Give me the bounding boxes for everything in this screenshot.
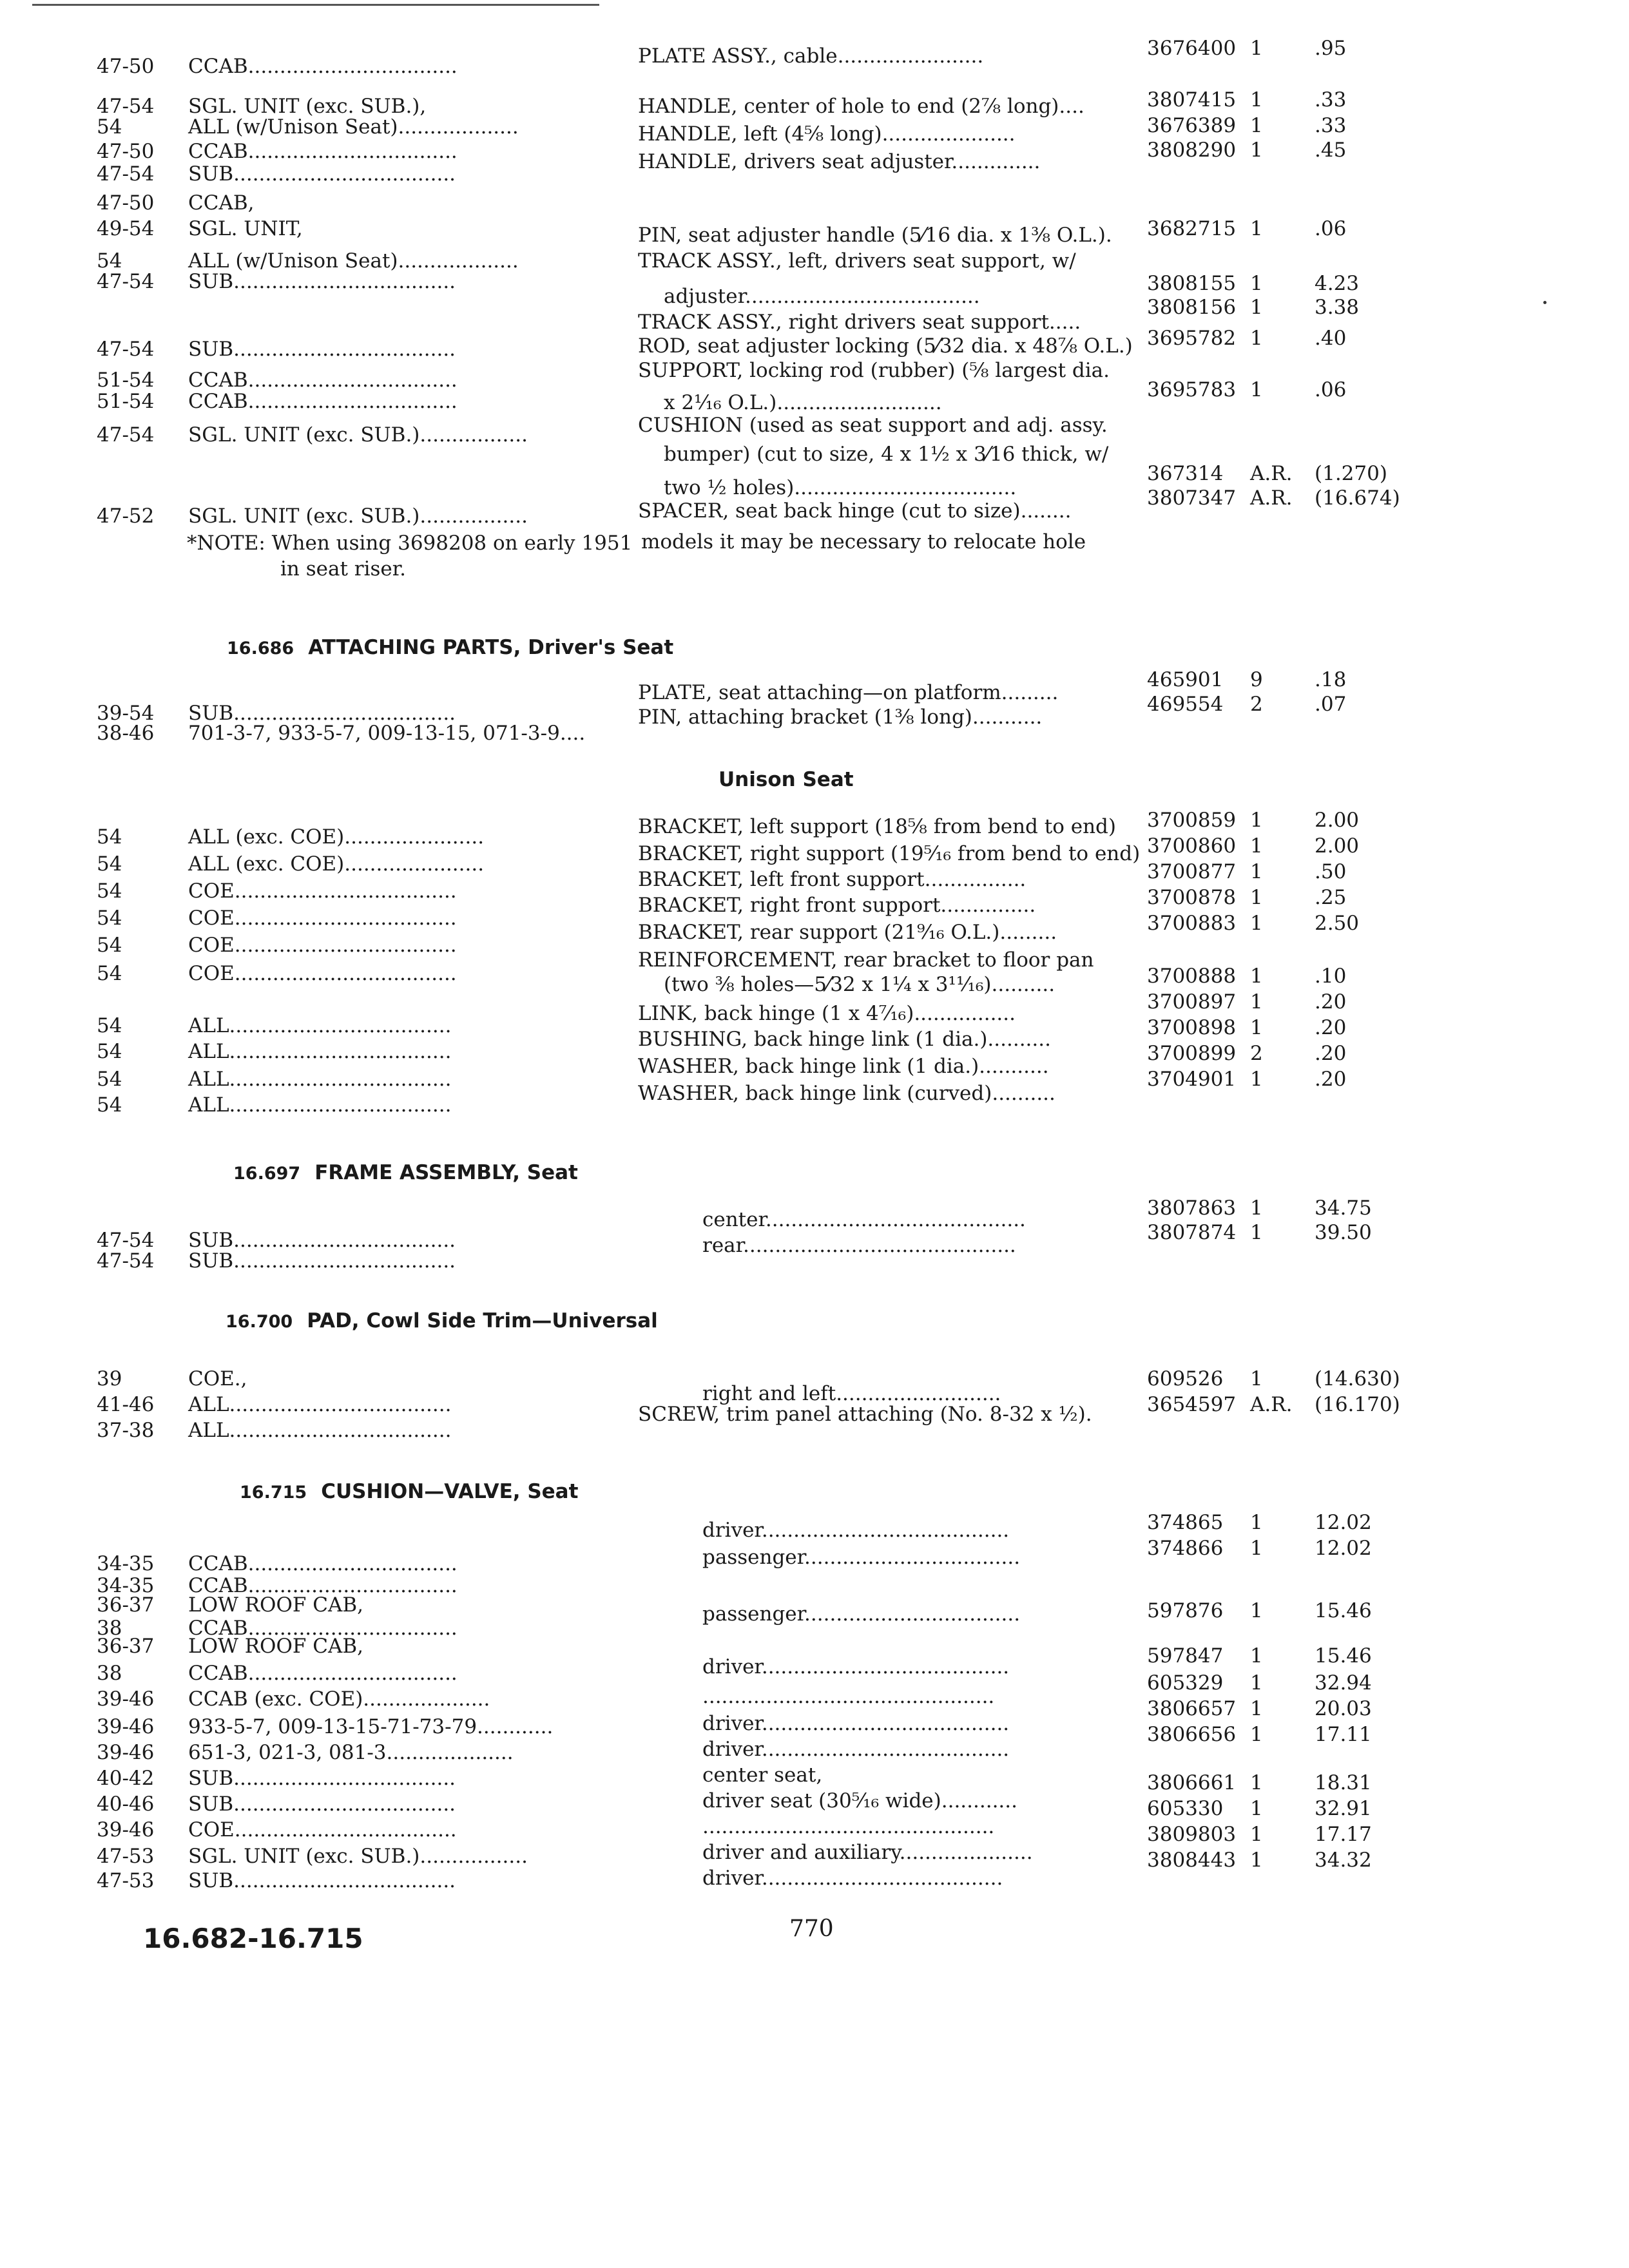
row-application: CCAB................................. <box>188 369 458 392</box>
row-part-number: 3808290 <box>1147 139 1237 162</box>
row-description: TRACK ASSY., left, drivers seat support, w/ <box>638 249 1076 273</box>
row-part-number: 3808155 <box>1147 272 1237 295</box>
row-year: 40-42 <box>97 1767 155 1790</box>
row-year: 40-46 <box>97 1792 155 1816</box>
row-part-number: 3700899 <box>1147 1042 1237 1065</box>
row-description: SUPPORT, locking rod (rubber) (⅝ largest dia. <box>638 359 1110 382</box>
row-description: driver and auxiliary..................... <box>702 1841 1033 1864</box>
row-year: 54 <box>97 115 122 139</box>
row-year: 47-53 <box>97 1869 155 1892</box>
row-quantity: 2 <box>1250 693 1263 716</box>
row-part-number: 3807347 <box>1147 486 1237 510</box>
row-quantity: 1 <box>1250 272 1263 295</box>
row-year: 47-54 <box>97 1229 155 1252</box>
section-title: FRAME ASSEMBLY, Seat <box>314 1161 578 1184</box>
row-application: LOW ROOF CAB, <box>188 1635 363 1658</box>
row-quantity: 1 <box>1250 1823 1263 1846</box>
row-price: .20 <box>1315 990 1347 1014</box>
row-part-number: 605329 <box>1147 1671 1224 1695</box>
row-price: .07 <box>1315 693 1347 716</box>
row-quantity: 1 <box>1250 88 1263 111</box>
row-price: .95 <box>1315 37 1347 60</box>
row-application: SGL. UNIT (exc. SUB.)................. <box>188 505 528 528</box>
row-quantity: 1 <box>1250 912 1263 935</box>
row-application: CCAB, <box>188 191 255 215</box>
row-part-number: 3808443 <box>1147 1849 1237 1872</box>
row-part-number: 3806661 <box>1147 1771 1237 1794</box>
row-part-number: 3700898 <box>1147 1016 1237 1039</box>
row-part-number: 3809803 <box>1147 1823 1237 1846</box>
row-year: 47-50 <box>97 55 155 78</box>
row-price: .06 <box>1315 378 1347 401</box>
row-quantity: 1 <box>1250 1537 1263 1560</box>
row-year: 39-46 <box>97 1715 155 1738</box>
section-title: CUSHION—VALVE, Seat <box>321 1480 579 1503</box>
row-quantity: A.R. <box>1250 1393 1293 1416</box>
row-quantity: 1 <box>1250 1644 1263 1667</box>
row-application: CCAB................................. <box>188 1574 458 1597</box>
row-description: passenger.................................. <box>702 1602 1021 1626</box>
row-part-number: 374865 <box>1147 1511 1224 1534</box>
row-price: 2.50 <box>1315 912 1360 935</box>
row-application: CCAB (exc. COE).................... <box>188 1687 490 1711</box>
row-application: SUB................................... <box>188 1249 456 1273</box>
row-quantity: 1 <box>1250 1771 1263 1794</box>
row-description: right and left.......................... <box>702 1382 1001 1405</box>
row-description: WASHER, back hinge link (curved).......... <box>638 1082 1055 1105</box>
row-description: PLATE ASSY., cable....................... <box>638 44 984 68</box>
row-part-number: 3700897 <box>1147 990 1237 1014</box>
section-heading <box>718 770 854 790</box>
stray-mark <box>1543 301 1547 304</box>
row-price: 2.00 <box>1315 834 1360 858</box>
row-price: .33 <box>1315 88 1347 111</box>
row-year: 47-54 <box>97 270 155 293</box>
row-quantity: 1 <box>1250 990 1263 1014</box>
row-description: bumper) (cut to size, 4 x 1½ x 3⁄16 thick, w/ <box>664 443 1109 466</box>
row-price: 3.38 <box>1315 296 1360 319</box>
row-quantity: 1 <box>1250 1367 1263 1390</box>
row-quantity: 1 <box>1250 1671 1263 1695</box>
row-year: 54 <box>97 249 122 273</box>
row-part-number: 3700859 <box>1147 809 1237 832</box>
section-title: Unison Seat <box>718 768 854 791</box>
row-description: WASHER, back hinge link (1 dia.)........... <box>638 1055 1049 1078</box>
row-part-number: 3682715 <box>1147 217 1237 240</box>
row-price: 4.23 <box>1315 272 1360 295</box>
row-year: 54 <box>97 1068 122 1091</box>
row-application: 933-5-7, 009-13-15-71-73-79............ <box>188 1715 554 1738</box>
row-application: CCAB................................. <box>188 140 458 163</box>
row-price: (16.170) <box>1315 1393 1400 1416</box>
row-year: 51-54 <box>97 390 155 413</box>
row-price: .50 <box>1315 860 1347 883</box>
row-year: 49-54 <box>97 217 155 240</box>
row-description: SCREW, trim panel attaching (No. 8-32 x ½). <box>638 1403 1092 1426</box>
row-quantity: 1 <box>1250 114 1263 137</box>
row-application: SUB................................... <box>188 1792 456 1816</box>
section-title: PAD, Cowl Side Trim—Universal <box>307 1309 658 1332</box>
row-price: 2.00 <box>1315 809 1360 832</box>
row-description: (two ⅜ holes—5⁄32 x 1¼ x 3¹¹⁄₁₆).......... <box>664 973 1055 996</box>
row-application: SUB................................... <box>188 1869 456 1892</box>
row-application: COE................................... <box>188 907 457 930</box>
row-quantity: 1 <box>1250 1221 1263 1244</box>
row-description: CUSHION (used as seat support and adj. assy. <box>638 414 1108 437</box>
row-year: 34-35 <box>97 1574 155 1597</box>
row-year: 39-46 <box>97 1818 155 1841</box>
row-year: 54 <box>97 907 122 930</box>
row-quantity: 1 <box>1250 378 1263 401</box>
row-description: PLATE, seat attaching—on platform......... <box>638 681 1059 704</box>
row-description: TRACK ASSY., right drivers seat support..... <box>638 311 1081 334</box>
row-description: REINFORCEMENT, rear bracket to floor pan <box>638 948 1094 972</box>
row-application: SUB................................... <box>188 270 456 293</box>
row-application: COE., <box>188 1367 247 1390</box>
row-application: SUB................................... <box>188 338 456 361</box>
row-year: 36-37 <box>97 1593 155 1617</box>
row-application: ALL................................... <box>188 1014 452 1037</box>
row-price: 32.91 <box>1315 1797 1372 1820</box>
row-description: driver....................................... <box>702 1519 1010 1542</box>
row-quantity: 1 <box>1250 1196 1263 1220</box>
row-price: 39.50 <box>1315 1221 1372 1244</box>
row-price: .20 <box>1315 1068 1347 1091</box>
row-description: .............................................. <box>702 1815 995 1838</box>
row-application: CCAB................................. <box>188 390 458 413</box>
row-application: SUB................................... <box>188 702 456 725</box>
row-application: ALL................................... <box>188 1093 452 1117</box>
row-application: SUB................................... <box>188 1229 456 1252</box>
row-quantity: 1 <box>1250 860 1263 883</box>
row-price: .40 <box>1315 327 1347 350</box>
row-application: SGL. UNIT, <box>188 217 303 240</box>
row-year: 47-50 <box>97 191 155 215</box>
row-description: PIN, attaching bracket (1⅜ long)........... <box>638 706 1043 729</box>
row-description: BRACKET, left support (18⅝ from bend to end) <box>638 815 1116 838</box>
row-application: ALL................................... <box>188 1068 452 1091</box>
row-year: 38 <box>97 1617 122 1640</box>
row-quantity: 1 <box>1250 965 1263 988</box>
row-year: 47-54 <box>97 162 155 186</box>
row-application: SGL. UNIT (exc. SUB.)................. <box>188 423 528 447</box>
footer-section-range: 16.682-16.715 <box>143 1923 363 1954</box>
row-application: ALL (w/Unison Seat)................... <box>188 115 519 139</box>
row-description: ROD, seat adjuster locking (5⁄32 dia. x 48⅞ O.L.) <box>638 334 1133 358</box>
row-price: .10 <box>1315 965 1347 988</box>
row-part-number: 597847 <box>1147 1644 1224 1667</box>
row-description: models it may be necessary to relocate hole <box>641 530 1086 553</box>
row-price: .33 <box>1315 114 1347 137</box>
page-number: 770 <box>789 1916 834 1942</box>
row-quantity: 1 <box>1250 1849 1263 1872</box>
row-part-number: 3807863 <box>1147 1196 1237 1220</box>
row-part-number: 3695783 <box>1147 378 1237 401</box>
row-price: 15.46 <box>1315 1599 1372 1622</box>
row-part-number: 3700877 <box>1147 860 1237 883</box>
row-part-number: 469554 <box>1147 693 1224 716</box>
row-quantity: 1 <box>1250 1697 1263 1720</box>
row-year: 39-46 <box>97 1687 155 1711</box>
row-description: BRACKET, left front support................ <box>638 868 1027 891</box>
row-price: .45 <box>1315 139 1347 162</box>
row-year: 54 <box>97 852 122 876</box>
row-description: driver....................................... <box>702 1738 1010 1761</box>
row-description: BRACKET, right front support............... <box>638 894 1036 917</box>
row-application: COE................................... <box>188 879 457 903</box>
row-part-number: 465901 <box>1147 668 1224 691</box>
row-year: 36-37 <box>97 1635 155 1658</box>
row-application: COE................................... <box>188 962 457 985</box>
row-description: rear........................................... <box>702 1234 1016 1257</box>
row-part-number: 3676389 <box>1147 114 1237 137</box>
row-part-number: 597876 <box>1147 1599 1224 1622</box>
row-quantity: 1 <box>1250 1599 1263 1622</box>
row-description: HANDLE, left (4⅝ long)..................... <box>638 122 1016 146</box>
row-application: CCAB................................. <box>188 55 458 78</box>
row-year: 47-52 <box>97 505 155 528</box>
row-part-number: 3808156 <box>1147 296 1237 319</box>
row-description: PIN, seat adjuster handle (5⁄16 dia. x 1⅜ O.L.). <box>638 224 1112 247</box>
row-year: 54 <box>97 934 122 957</box>
row-part-number: 3807874 <box>1147 1221 1237 1244</box>
row-application: *NOTE: When using 3698208 on early 1951 <box>187 532 633 555</box>
row-part-number: 3807415 <box>1147 88 1237 111</box>
row-year: 54 <box>97 879 122 903</box>
row-quantity: 1 <box>1250 886 1263 909</box>
row-year: 51-54 <box>97 369 155 392</box>
row-application: CCAB................................. <box>188 1662 458 1685</box>
row-quantity: 1 <box>1250 296 1263 319</box>
row-quantity: 1 <box>1250 37 1263 60</box>
section-heading <box>240 1482 578 1502</box>
row-price: 32.94 <box>1315 1671 1372 1695</box>
section-heading <box>233 1163 578 1183</box>
row-quantity: 1 <box>1250 1797 1263 1820</box>
row-application: ALL (w/Unison Seat)................... <box>188 249 519 273</box>
row-part-number: 609526 <box>1147 1367 1224 1390</box>
row-quantity: 1 <box>1250 1016 1263 1039</box>
row-year: 54 <box>97 1040 122 1063</box>
row-description: LINK, back hinge (1 x 4⁷⁄₁₆)................ <box>638 1002 1016 1025</box>
row-year: 54 <box>97 1014 122 1037</box>
row-description: .............................................. <box>702 1685 995 1708</box>
row-application: LOW ROOF CAB, <box>188 1593 363 1617</box>
row-application: CCAB................................. <box>188 1617 458 1640</box>
row-quantity: 1 <box>1250 1068 1263 1091</box>
row-price: 15.46 <box>1315 1644 1372 1667</box>
row-quantity: A.R. <box>1250 462 1293 485</box>
row-quantity: 2 <box>1250 1042 1263 1065</box>
row-description: BUSHING, back hinge link (1 dia.).......... <box>638 1028 1051 1051</box>
row-year: 54 <box>97 1093 122 1117</box>
row-price: 20.03 <box>1315 1697 1372 1720</box>
row-year: 34-35 <box>97 1552 155 1575</box>
row-year: 47-54 <box>97 1249 155 1273</box>
section-number: 16.700 <box>226 1312 293 1332</box>
row-price: 12.02 <box>1315 1537 1372 1560</box>
row-year: 54 <box>97 825 122 849</box>
row-price: (14.630) <box>1315 1367 1400 1390</box>
row-part-number: 3695782 <box>1147 327 1237 350</box>
row-year: 47-54 <box>97 423 155 447</box>
row-price: 18.31 <box>1315 1771 1372 1794</box>
row-description: HANDLE, center of hole to end (2⅞ long).... <box>638 95 1084 118</box>
row-year: 38-46 <box>97 722 155 745</box>
row-year: 47-54 <box>97 95 155 118</box>
row-application: SUB................................... <box>188 1767 456 1790</box>
row-part-number: 3700860 <box>1147 834 1237 858</box>
section-number: 16.686 <box>227 639 294 658</box>
top-rule <box>32 4 599 6</box>
row-application: 701-3-7, 933-5-7, 009-13-15, 071-3-9.... <box>188 722 586 745</box>
row-price: 34.32 <box>1315 1849 1372 1872</box>
row-price: 17.11 <box>1315 1723 1372 1746</box>
row-application: in seat riser. <box>280 557 407 581</box>
row-description: two ½ holes)................................... <box>664 476 1017 499</box>
section-title: ATTACHING PARTS, Driver's Seat <box>308 636 674 659</box>
row-part-number: 3700888 <box>1147 965 1237 988</box>
row-application: SGL. UNIT (exc. SUB.), <box>188 95 427 118</box>
row-price: .18 <box>1315 668 1347 691</box>
row-description: passenger.................................. <box>702 1546 1021 1569</box>
row-description: driver....................................... <box>702 1655 1010 1678</box>
row-quantity: 9 <box>1250 668 1263 691</box>
row-price: 34.75 <box>1315 1196 1372 1220</box>
row-application: COE................................... <box>188 934 457 957</box>
row-part-number: 605330 <box>1147 1797 1224 1820</box>
row-description: center......................................... <box>702 1208 1026 1231</box>
row-description: BRACKET, right support (19⁵⁄₁₆ from bend to end) <box>638 842 1141 865</box>
section-number: 16.697 <box>233 1164 301 1184</box>
row-year: 47-50 <box>97 140 155 163</box>
row-quantity: 1 <box>1250 1723 1263 1746</box>
row-year: 37-38 <box>97 1419 155 1442</box>
row-year: 47-53 <box>97 1845 155 1868</box>
row-application: ALL................................... <box>188 1419 452 1442</box>
row-part-number: 3654597 <box>1147 1393 1237 1416</box>
row-part-number: 3806657 <box>1147 1697 1237 1720</box>
row-quantity: 1 <box>1250 139 1263 162</box>
row-quantity: A.R. <box>1250 486 1293 510</box>
row-application: ALL (exc. COE)...................... <box>188 825 485 849</box>
row-quantity: 1 <box>1250 809 1263 832</box>
row-description: driver....................................... <box>702 1712 1010 1735</box>
row-year: 47-54 <box>97 338 155 361</box>
section-heading <box>226 1311 658 1331</box>
section-number: 16.715 <box>240 1483 307 1503</box>
row-price: (16.674) <box>1315 486 1400 510</box>
row-year: 38 <box>97 1662 122 1685</box>
row-description: driver...................................... <box>702 1867 1003 1890</box>
row-year: 39-46 <box>97 1741 155 1764</box>
row-description: HANDLE, drivers seat adjuster.............. <box>638 150 1041 173</box>
row-year: 41-46 <box>97 1393 155 1416</box>
row-part-number: 3700878 <box>1147 886 1237 909</box>
row-description: BRACKET, rear support (21⁹⁄₁₆ O.L.)......... <box>638 921 1057 944</box>
row-part-number: 3704901 <box>1147 1068 1237 1091</box>
row-application: COE................................... <box>188 1818 457 1841</box>
row-description: SPACER, seat back hinge (cut to size)........ <box>638 499 1072 523</box>
row-part-number: 3676400 <box>1147 37 1237 60</box>
row-part-number: 374866 <box>1147 1537 1224 1560</box>
row-description: x 2¹⁄₁₆ O.L.).......................... <box>664 391 942 414</box>
row-application: ALL................................... <box>188 1040 452 1063</box>
row-year: 39 <box>97 1367 122 1390</box>
row-description: center seat, <box>702 1763 823 1787</box>
row-application: SGL. UNIT (exc. SUB.)................. <box>188 1845 528 1868</box>
row-quantity: 1 <box>1250 327 1263 350</box>
row-year: 39-54 <box>97 702 155 725</box>
row-part-number: 3700883 <box>1147 912 1237 935</box>
row-description: adjuster..................................... <box>664 285 980 308</box>
row-price: 12.02 <box>1315 1511 1372 1534</box>
row-price: .20 <box>1315 1016 1347 1039</box>
row-quantity: 1 <box>1250 217 1263 240</box>
row-price: 17.17 <box>1315 1823 1372 1846</box>
row-application: 651-3, 021-3, 081-3.................... <box>188 1741 514 1764</box>
row-year: 54 <box>97 962 122 985</box>
row-quantity: 1 <box>1250 1511 1263 1534</box>
row-application: ALL................................... <box>188 1393 452 1416</box>
row-price: (1.270) <box>1315 462 1387 485</box>
row-quantity: 1 <box>1250 834 1263 858</box>
row-price: .06 <box>1315 217 1347 240</box>
section-heading <box>227 638 673 658</box>
row-price: .20 <box>1315 1042 1347 1065</box>
row-part-number: 3806656 <box>1147 1723 1237 1746</box>
row-part-number: 367314 <box>1147 462 1224 485</box>
row-price: .25 <box>1315 886 1347 909</box>
row-application: CCAB................................. <box>188 1552 458 1575</box>
row-application: SUB................................... <box>188 162 456 186</box>
row-application: ALL (exc. COE)...................... <box>188 852 485 876</box>
row-description: driver seat (30⁵⁄₁₆ wide)............ <box>702 1789 1017 1812</box>
